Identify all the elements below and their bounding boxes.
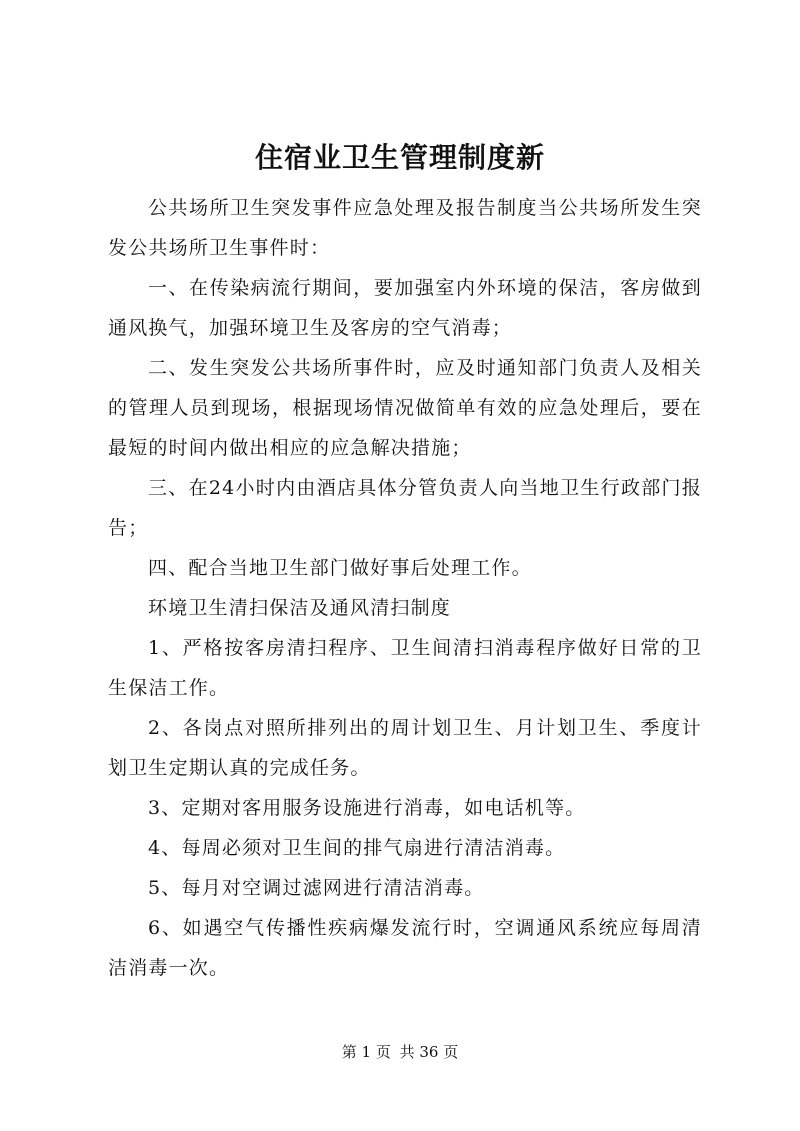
document-title: 住宿业卫生管理制度新 — [254, 141, 545, 174]
paragraph-item-1: 一、在传染病流行期间，要加强室内外环境的保洁，客房做到通风换气，加强环境卫生及客房的空气消毒； — [108, 277, 702, 339]
page-total: 共 36 页 — [399, 1043, 459, 1061]
paragraph-intro: 公共场所卫生突发事件应急处理及报告制度当公共场所发生突发公共场所卫生事件时： — [108, 197, 702, 259]
rule-item-2: 2、各岗点对照所排列出的周计划卫生、月计划卫生、季度计划卫生定期认真的完成任务。 — [108, 717, 702, 779]
rule-item-4: 4、每周必须对卫生间的排气扇进行清洁消毒。 — [148, 837, 566, 859]
rule-item-6: 6、如遇空气传播性疾病爆发流行时，空调通风系统应每周清洁消毒一次。 — [108, 917, 702, 979]
section-heading: 环境卫生清扫保洁及通风清扫制度 — [148, 597, 452, 619]
page-footer — [0, 1041, 800, 1063]
page-number: 第 1 页 — [341, 1043, 391, 1061]
rule-item-1: 1、严格按客房清扫程序、卫生间清扫消毒程序做好日常的卫生保洁工作。 — [108, 637, 702, 699]
document-body — [108, 188, 702, 988]
rule-item-5: 5、每月对空调过滤网进行清洁消毒。 — [148, 877, 485, 899]
rule-item-3: 3、定期对客用服务设施进行消毒，如电话机等。 — [148, 797, 586, 819]
paragraph-item-3: 三、在24小时内由酒店具体分管负责人向当地卫生行政部门报告； — [108, 477, 702, 539]
paragraph-item-4: 四、配合当地卫生部门做好事后处理工作。 — [148, 557, 532, 579]
paragraph-item-2: 二、发生突发公共场所事件时，应及时通知部门负责人及相关的管理人员到现场，根据现场情况做简单有效的应急处理后，要在最短的时间内做出相应的应急解决措施； — [108, 357, 702, 459]
